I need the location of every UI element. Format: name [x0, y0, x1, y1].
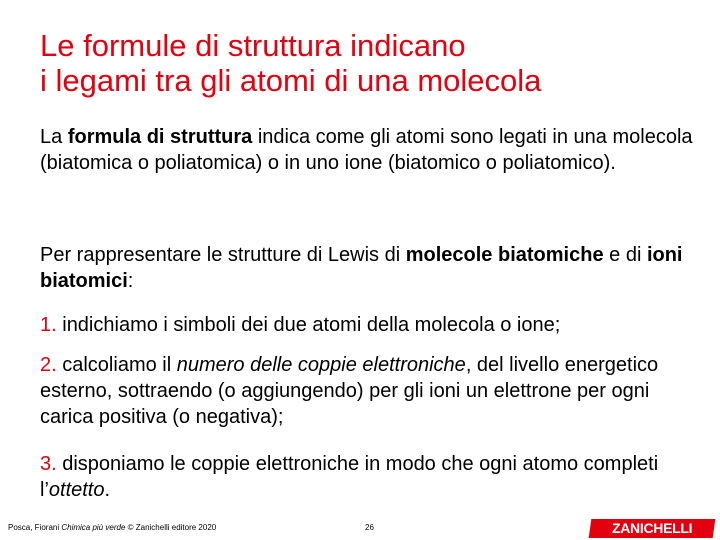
lewis-prefix: Per rappresentare le strutture di Lewis di — [40, 244, 406, 266]
step-2-text-before: calcoliamo il — [56, 354, 177, 376]
intro-rest: indica come gli atomi sono legati in una molecola (biatomica o poliatomica) o in uno ione (biatomico o poliatomico). — [40, 126, 693, 174]
step-2-text-after: , del livello energetico esterno, sottraendo (o aggiungendo) per gli ioni un elettrone per ogni carica positiva (o negativa); — [40, 354, 659, 428]
step-3-text-before: disponiamo le coppie elettroniche in modo che ogni atomo completi l’ — [40, 453, 659, 501]
footer-credit-prefix: Posca, Fiorani — [8, 523, 62, 532]
step-1-text: indichiamo i simboli dei due atomi della molecola o ione; — [56, 314, 561, 336]
lewis-bold-molecules: molecole biatomiche — [405, 244, 604, 266]
intro-prefix: La — [40, 126, 68, 148]
zanichelli-logo — [589, 519, 716, 538]
page-number: 26 — [365, 523, 374, 532]
step-3-text-after: . — [104, 479, 111, 501]
lewis-paragraph — [40, 242, 700, 294]
lewis-bold-ions: ioni biatomici — [40, 244, 683, 292]
intro-bold-term: formula di struttura — [67, 126, 253, 148]
title-line-2: i legami tra gli atomi di una molecola — [40, 63, 542, 98]
step-3-italic: ottetto — [48, 479, 105, 501]
footer-credit — [8, 523, 216, 533]
step-3-number: 3. — [40, 453, 57, 475]
step-2-number: 2. — [40, 354, 57, 376]
step-1-number: 1. — [40, 314, 57, 336]
step-2 — [40, 352, 700, 430]
step-1 — [40, 312, 700, 338]
title-line-1: Le formule di struttura indicano — [40, 28, 466, 63]
logo-text: ZANICHELLI — [611, 520, 693, 536]
step-3 — [40, 451, 700, 503]
footer-book-title: Chimica più verde — [61, 523, 126, 532]
lewis-suffix: : — [127, 270, 134, 292]
lewis-mid: e di — [603, 244, 647, 266]
slide-title — [40, 28, 710, 98]
intro-paragraph — [40, 124, 700, 176]
step-2-italic: numero delle coppie elettroniche — [176, 354, 466, 376]
footer-credit-suffix: © Zanichelli editore 2020 — [125, 523, 217, 532]
